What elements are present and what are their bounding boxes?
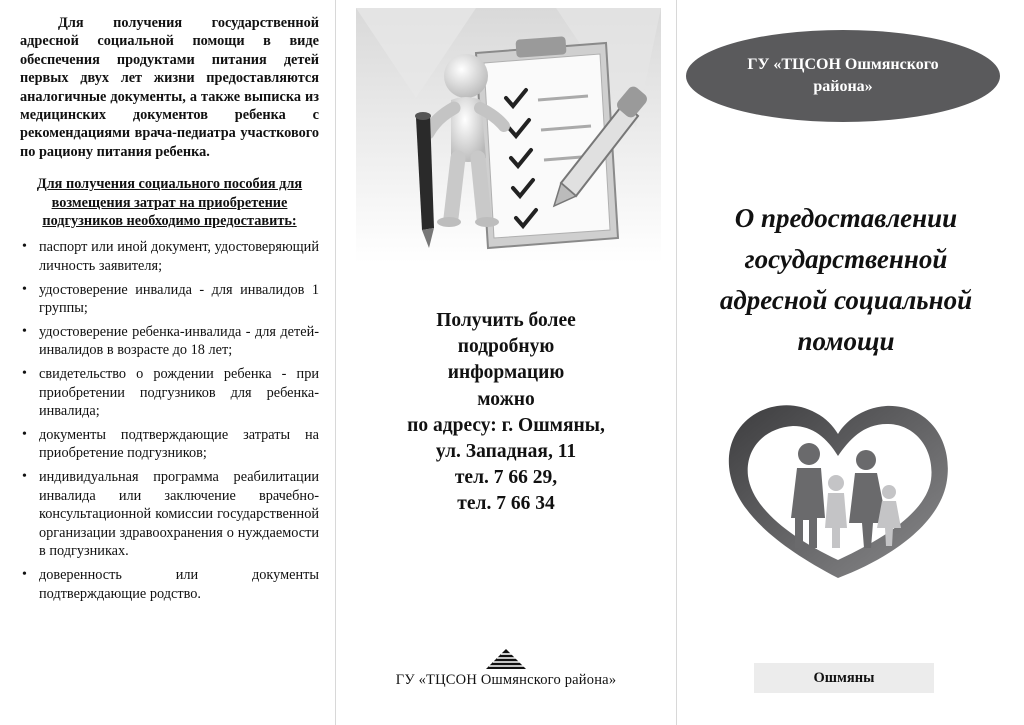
list-item: • документы подтверждающие затраты на приобретение подгузников; [22, 426, 319, 462]
diaper-benefit-heading: Для получения социального пособия для возмещения затрат на приобретение подгузников необходимо предоставить: [36, 176, 303, 230]
list-item: • удостоверение инвалида - для инвалидов 1 группы; [22, 281, 319, 317]
right-panel [676, 0, 1024, 725]
street: ул. Западная, 11 [435, 441, 577, 463]
phone-2: тел. 7 66 34 [457, 493, 555, 515]
intro-paragraph: Для получения государственной адресной социальной помощи в виде обеспечения продуктами питания детей первых двух лет жизни предоставляются аналогичные документы, а также выписка из медицинских документов ребенка с рекомендациями врача-педиатра участкового по рациону питания ребенка. [20, 15, 319, 160]
contact-info: Получить более подробную информацию можно по адресу: г. Ошмяны, ул. Западная, 11 тел. 7 66 29, тел. 7 66 34 [346, 308, 666, 518]
family-heart-icon [721, 388, 956, 588]
left-panel [0, 0, 335, 725]
list-item: • паспорт или иной документ, удостоверяющий личность заявителя; [22, 239, 319, 275]
bullet-icon: • [22, 426, 27, 442]
address: по адресу: г. Ошмяны, [407, 414, 605, 436]
middle-panel [336, 0, 676, 725]
bullet-icon: • [22, 366, 27, 382]
phone-1: тел. 7 66 29, [454, 467, 558, 489]
bullet-icon: • [22, 239, 27, 255]
page-title: О предоставлении государственной адресной социальной помощи [719, 203, 973, 356]
bullet-icon: • [22, 281, 27, 297]
bullet-icon: • [22, 566, 27, 582]
organization-logo-icon [483, 648, 529, 670]
organization-name: ГУ «ТЦСОН Ошмянского района» [395, 672, 617, 688]
organization-footer [336, 648, 676, 689]
city-label: Ошмяны [754, 663, 934, 693]
clipboard-checklist-illustration [356, 8, 661, 263]
list-item: • свидетельство о рождении ребенка - при приобретении подгузников для ребенка-инвалида; [22, 366, 319, 420]
bullet-icon: • [22, 323, 27, 339]
organization-header-oval: ГУ «ТЦСОН Ошмянского района» [686, 30, 1000, 122]
bullet-icon: • [22, 469, 27, 484]
required-documents-list [20, 238, 319, 603]
list-item: • доверенность или документы подтверждающие родство. [22, 566, 319, 602]
list-item: • индивидуальная программа реабилитации инвалида или заключение врачебно-консультационной комиссии государственной организации здравоохранения о нуждаемости в подгузниках. [22, 469, 319, 560]
list-item: • удостоверение ребенка-инвалида - для детей-инвалидов в возрасте до 18 лет; [22, 323, 319, 359]
